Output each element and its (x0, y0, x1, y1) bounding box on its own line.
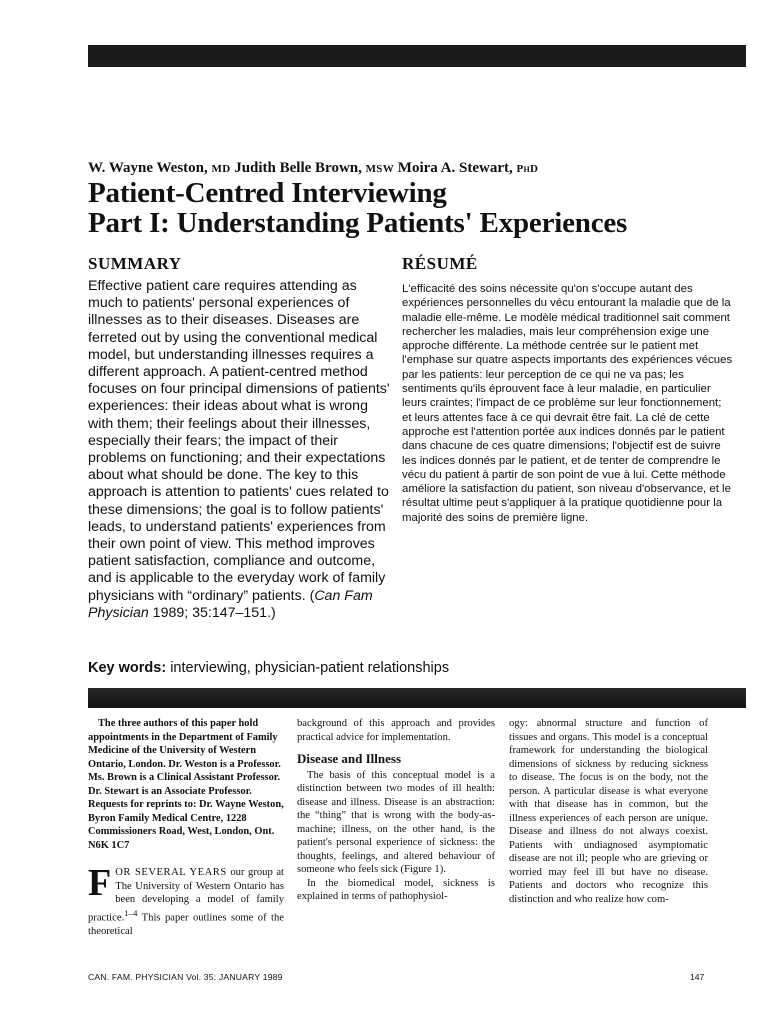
section-divider-bar (88, 688, 746, 708)
article-title (88, 178, 748, 238)
footer-journal-info: CAN. FAM. PHYSICIAN Vol. 35: JANUARY 1989 (88, 972, 283, 982)
column-2-continuation: background of this approach and provides practical advice for implementation. (297, 718, 495, 743)
summary-body: Effective patient care requires attending as much to patients' personal experiences of illnesses as to their diseases. Diseases are ferreted out by using the conventional medical model, but understanding illnesses requires a different approach. A patient-centred method focuses on four principal dimensions of patients' experiences: their ideas about what is wrong with them; their feelings about their illnesses, especially their fears; the impact of their problems on functioning; and their expectations about what should be done. The key to this approach is attention to patients' cues related to these dimensions; the goal is to follow patients' leads, to understand patients' experiences from their own point of view. This method improves patient satisfaction, compliance and outcome, and is applicable to the everyday work of family physicians with “ordinary” patients. ( (88, 278, 390, 604)
author-line (88, 160, 748, 177)
intro-text: our group at The University of Western Ontario has been developing a model of family practice. (88, 867, 284, 924)
section-heading-disease-illness: Disease and Illness (297, 751, 402, 766)
citation-journal: Can Fam Physician (88, 587, 373, 621)
keywords-line (88, 660, 449, 676)
author-2-degree: MSW (365, 163, 395, 175)
intro-text-end: This paper outlines some of the theoretical (88, 912, 284, 937)
body-column-2 (297, 717, 495, 904)
keywords-text: interviewing, physician-patient relationships (166, 660, 450, 676)
column-3-paragraph: ogy: abnormal structure and function of tissues and organs. This model is a conceptual framework for understanding the biological dimensions of sickness by reducing sickness to disease. The focus is on the body, not the person. A particular disease is what everyone with that disease has in common, but the illness experiences of each person are unique. Disease and illness do not always coexist. Patients with undiagnosed asymptomatic disease are not ill; people who are grieving or worried may feel ill but have no disease. Patients and doctors who recognize this distinction and who realize how com- (509, 718, 708, 905)
top-decorative-bar (88, 45, 746, 67)
keywords-label: Key words: (88, 660, 167, 676)
resume-heading: RÉSUMÉ (402, 254, 478, 273)
author-affiliation-note: The three authors of this paper hold appointments in the Department of Family Medicine of the University of Western Ontario, London. Dr. Weston is a Professor. Ms. Brown is a Clinical Assistant Professor. Dr. Stewart is an Associate Professor. Requests for reprints to: Dr. Wayne Weston, Byron Family Medical Centre, 1228 Commissioners Road, West, London, Ont. N6K 1C7 (88, 718, 284, 851)
body-column-3 (509, 717, 708, 906)
summary-abstract (88, 278, 392, 622)
author-3-degree: PhD (516, 163, 539, 175)
summary-heading: SUMMARY (88, 254, 182, 273)
citation-details: 1989; 35:147–151.) (148, 604, 276, 621)
resume-abstract: L'efficacité des soins nécessite qu'on s'occupe autant des expériences personnelles du vécu entourant la maladie que de la maladie elle-même. Le modèle médical traditionnel sait comment rechercher les maladies, mais leur compréhension exige une approche différente. La méthode centrée sur le patient met l'emphase sur quatre aspects importants des expériences vécues par les patients: leur perception de ce qui ne va pas; les sentiments qu'ils éprouvent face à leur maladie, en particulier leurs craintes; l'impact de ce problème sur leur fonctionnement; et leurs attentes face à ce qui devrait être fait. La clé de cette approche est l'attention portée aux indices donnés par le patient dans chacune de ces quatre dimensions; l'objectif est de suivre les indices donnés par le patient, et de tenter de comprendre le vécu du patient à partir de son point de vue à lui. Cette méthode améliore la satisfaction du patient, son niveau d'observance, et le résultat ultime peut s'appliquer à la pratique quotidienne pour la majorité des soins de première ligne. (402, 283, 733, 524)
author-3-name: Moira A. Stewart, (397, 160, 513, 176)
intro-paragraph (88, 862, 284, 938)
column-2-paragraph-2: In the biomedical model, sickness is explained in terms of pathophysiol- (297, 877, 495, 902)
column-2-paragraph-1: The basis of this conceptual model is a distinction between two modes of ill health: disease and illness. Disease is an abstraction: the “thing” that is wrong with the body-as-machine; illness, on the other hand, is the patient's personal experience of sickness: the thoughts, feelings, and altered behaviour of someone who feels sick (Figure 1). (297, 769, 495, 875)
title-line-1: Patient-Centred Interviewing (88, 177, 447, 209)
intro-caps: OR SEVERAL YEARS (115, 867, 227, 878)
author-1-name: W. Wayne Weston, (88, 160, 208, 176)
drop-cap: F (88, 862, 112, 904)
title-line-2: Part I: Understanding Patients' Experiences (88, 207, 628, 239)
page-number: 147 (690, 972, 705, 982)
body-column-1 (88, 717, 284, 938)
author-2-name: Judith Belle Brown, (234, 160, 362, 176)
author-1-degree: MD (211, 163, 231, 175)
intro-reference: 1–4 (124, 907, 138, 918)
